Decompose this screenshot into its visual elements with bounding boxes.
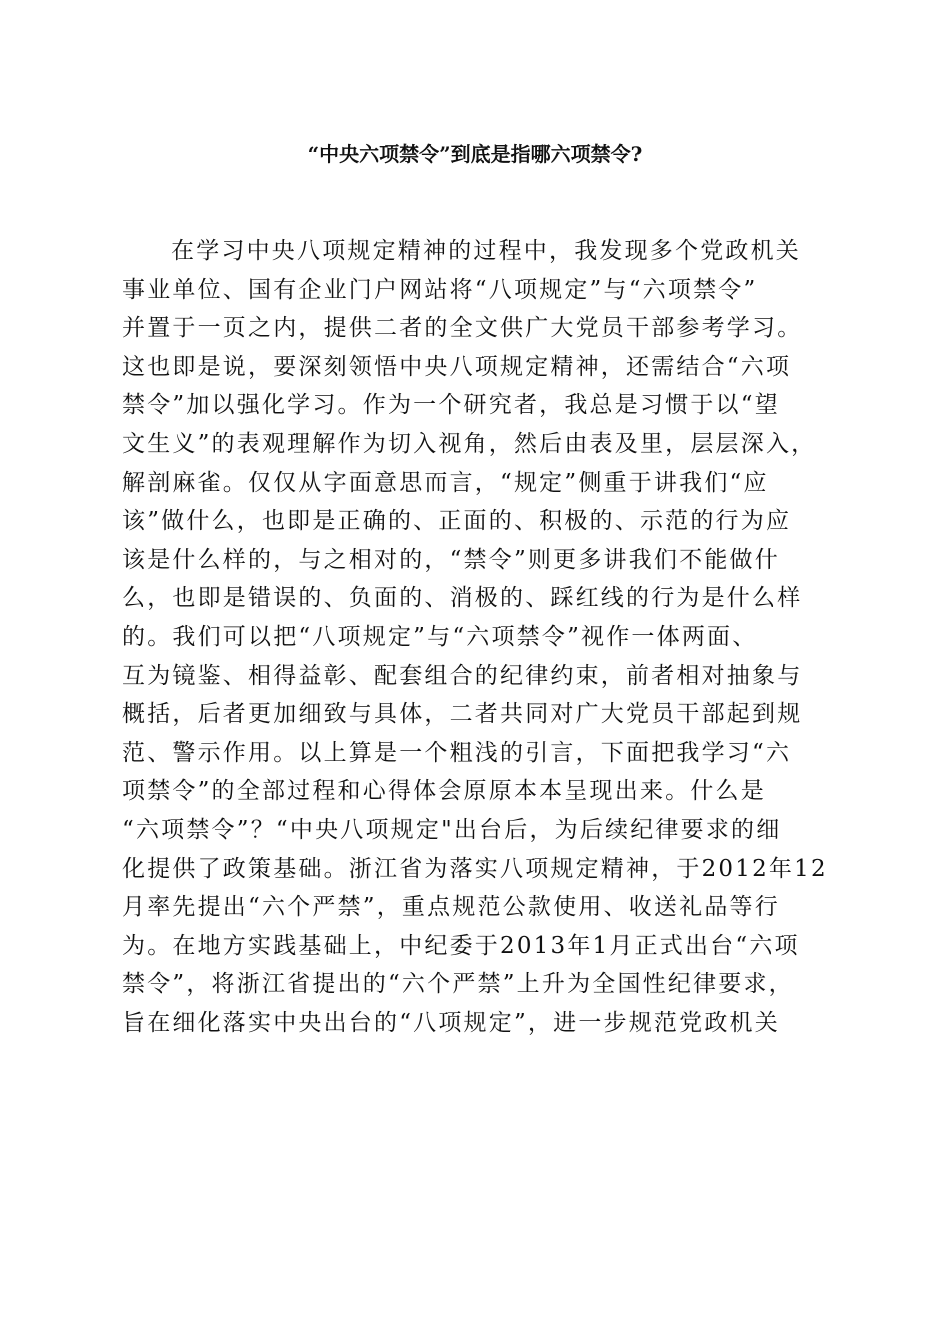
paragraph-line: 禁令”，将浙江省提出的“六个严禁”上升为全国性纪律要求，	[122, 971, 794, 998]
paragraph-line: 旨在细化落实中央出台的“八项规定”，进一步规范党政机关	[122, 1009, 780, 1036]
document-body	[122, 232, 842, 1042]
paragraph-line: 解剖麻雀。仅仅从字面意思而言，“规定”侧重于讲我们“应	[122, 469, 769, 496]
paragraph-line: 这也即是说，要深刻领悟中央八项规定精神，还需结合“六项	[122, 353, 792, 380]
paragraph-line: 么，也即是错误的、负面的、消极的、踩红线的行为是什么样	[122, 585, 803, 612]
paragraph-line: 的。我们可以把“八项规定”与“六项禁令”视作一体两面、	[122, 623, 758, 650]
paragraph-line: 范、警示作用。以上算是一个粗浅的引言，下面把我学习“六	[122, 739, 792, 766]
document-title: “中央六项禁令”到底是指哪六项禁令?	[307, 142, 643, 166]
paragraph-line: 该”做什么，也即是正确的、正面的、积极的、示范的行为应	[122, 508, 792, 535]
paragraph-line: 并置于一页之内，提供二者的全文供广大党员干部参考学习。	[122, 315, 803, 342]
paragraph-line: 事业单位、国有企业门户网站将“八项规定”与“六项禁令”	[122, 276, 758, 303]
paragraph-line: 该是什么样的，与之相对的，“禁令”则更多讲我们不能做什	[122, 546, 780, 573]
paragraph-line: 概括，后者更加细致与具体，二者共同对广大党员干部起到规	[122, 701, 803, 728]
paragraph-line: 化提供了政策基础。浙江省为落实八项规定精神，于2012年12	[122, 855, 828, 882]
paragraph-line: 在学习中央八项规定精神的过程中，我发现多个党政机关	[171, 238, 801, 264]
paragraph-line: 禁令”加以强化学习。作为一个研究者，我总是习惯于以“望	[122, 392, 780, 419]
paragraph-line: 互为镜鉴、相得益彰、配套组合的纪律约束，前者相对抽象与	[122, 662, 803, 689]
paragraph-line: 项禁令”的全部过程和心得体会原原本本呈现出来。什么是	[122, 778, 766, 805]
paragraph-line: 月率先提出“六个严禁”，重点规范公款使用、收送礼品等行	[122, 894, 780, 921]
paragraph-line: 文生义”的表观理解作为切入视角，然后由表及里，层层深入，	[122, 430, 817, 457]
paragraph-line: “六项禁令”？“中央八项规定"出台后，为后续纪律要求的细	[122, 816, 782, 843]
paragraph-line: 为。在地方实践基础上，中纪委于2013年1月正式出台“六项	[122, 932, 800, 959]
